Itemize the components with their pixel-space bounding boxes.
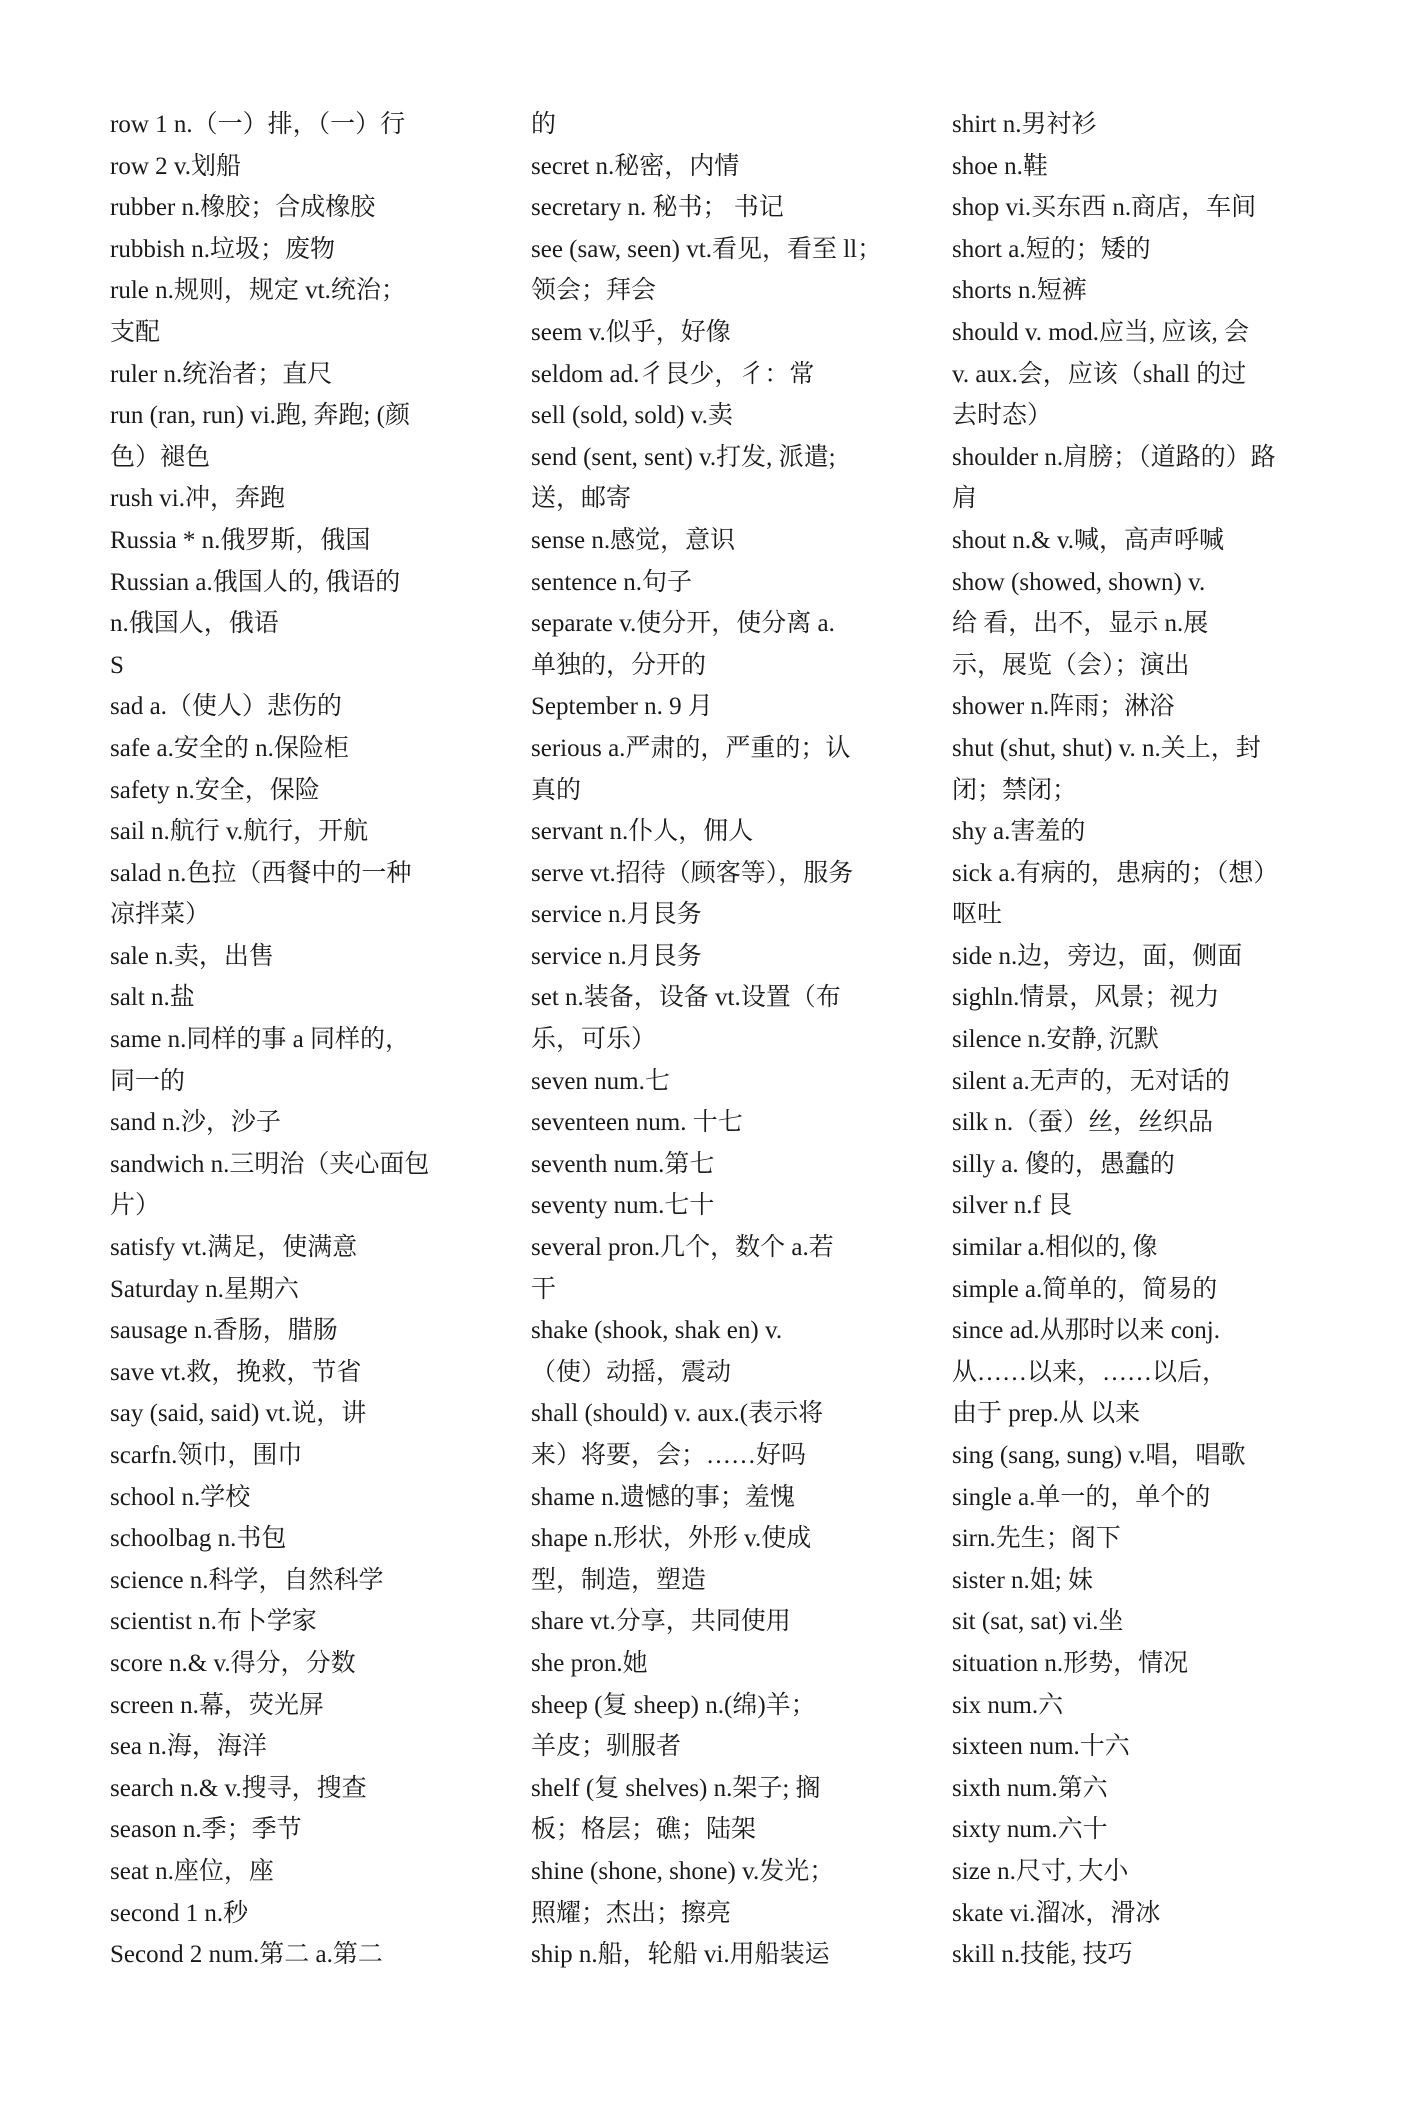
entry-line: row 2 v.划船: [110, 152, 242, 180]
entry-line: silent a.无声的，无对话的: [952, 1067, 1230, 1095]
entry-line: sell (sold, sold) v.卖: [531, 402, 733, 430]
entry-line: rubbish n.垃圾；废物: [110, 235, 336, 263]
entry-line: 去时态）: [952, 402, 1053, 430]
entry-line: 的: [531, 111, 557, 138]
entry-line: silence n.安静, 沉默: [952, 1026, 1159, 1054]
entry-line: n.俄国人，俄语: [110, 610, 279, 638]
entry-line: since ad.从那时以来 conj.: [952, 1317, 1221, 1345]
entry-line: short a.短的；矮的: [952, 235, 1151, 263]
entry-line: say (said, said) vt.说，讲: [110, 1400, 367, 1428]
entry-line: 照耀；杰出；擦亮: [531, 1899, 732, 1927]
entry-line: S: [110, 651, 124, 679]
entry-line: skill n.技能, 技巧: [952, 1941, 1133, 1969]
entry-line: show (showed, shown) v.: [952, 568, 1206, 596]
entry-line: shake (shook, shak en) v.: [531, 1317, 783, 1345]
entry-line: second 1 n.秒: [110, 1899, 249, 1927]
entry-line: 真的: [531, 776, 582, 804]
entry-line: similar a.相似的, 像: [952, 1234, 1158, 1262]
entry-line: single a.单一的，单个的: [952, 1483, 1211, 1511]
entry-line: sandwich n.三明治（夹心面包: [110, 1150, 430, 1178]
entry-line: shower n.阵雨；淋浴: [952, 693, 1175, 721]
entry-line: shape n.形状，外形 v.使成: [531, 1525, 812, 1553]
entry-line: 由于 prep.从 以来: [952, 1400, 1141, 1428]
entry-line: 来）将要，会；……好吗: [531, 1442, 807, 1469]
entry-line: seem v.似乎，好像: [531, 318, 731, 346]
entry-line: skate vi.溜冰，滑冰: [952, 1899, 1161, 1927]
entry-line: rubber n.橡胶；合成橡胶: [110, 194, 376, 222]
entry-line: sale n.卖，出售: [110, 942, 274, 970]
entry-line: score n.& v.得分，分数: [110, 1649, 356, 1677]
entry-line: situation n.形势，情况: [952, 1649, 1189, 1677]
entry-line: see (saw, seen) vt.看见，看至 ll；: [531, 235, 883, 263]
entry-line: same n.同样的事 a 同样的，: [110, 1026, 410, 1054]
entry-line: serious a.严肃的，严重的；认: [531, 734, 851, 762]
entry-line: run (ran, run) vi.跑, 奔跑; (颜: [110, 402, 410, 430]
entry-line: 凉拌菜）: [110, 901, 211, 929]
entry-line: should v. mod.应当, 应该, 会: [952, 318, 1249, 346]
entry-line: shame n.遗憾的事；羞愧: [531, 1483, 795, 1511]
entry-line: season n.季；季节: [110, 1816, 302, 1844]
entry-line: seven num.七: [531, 1067, 670, 1095]
entry-line: service n.月艮务: [531, 942, 702, 970]
entry-line: seventh num.第七: [531, 1150, 715, 1178]
entry-line: separate v.使分开，使分离 a.: [531, 610, 835, 638]
entry-line: satisfy vt.满足，使满意: [110, 1234, 358, 1262]
entry-line: seat n.座位，座: [110, 1857, 274, 1885]
entry-line: 板；格层；礁；陆架: [531, 1816, 757, 1844]
entry-line: Russia * n.俄罗斯，俄国: [110, 526, 371, 554]
entry-line: silly a. 傻的，愚蠢的: [952, 1150, 1175, 1178]
entry-line: send (sent, sent) v.打发, 派遣;: [531, 443, 836, 471]
column-3: [952, 104, 1327, 1976]
entry-line: scientist n.布卜学家: [110, 1608, 317, 1636]
entry-line: sand n.沙，沙子: [110, 1109, 281, 1137]
column-1: [110, 104, 480, 1976]
entry-line: secretary n. 秘书； 书记: [531, 194, 784, 222]
entry-line: shut (shut, shut) v. n.关上，封: [952, 734, 1261, 762]
entry-line: （使）动摇，震动: [531, 1358, 732, 1386]
entry-line: service n.月艮务: [531, 901, 702, 929]
entry-line: sail n.航行 v.航行，开航: [110, 818, 369, 846]
entry-line: 单独的，分开的: [531, 651, 707, 679]
entry-line: 同一的: [110, 1067, 186, 1095]
entry-line: 乐，可乐）: [531, 1026, 657, 1054]
entry-line: 给 看，出不，显示 n.展: [952, 610, 1209, 638]
entry-line: 从……以来，……以后，: [952, 1358, 1228, 1386]
entry-line: servant n.仆人，佣人: [531, 818, 754, 846]
entry-line: 干: [531, 1275, 557, 1303]
entry-line: shorts n.短裤: [952, 277, 1087, 305]
entry-line: she pron.她: [531, 1649, 648, 1677]
entry-line: share vt.分享，共同使用: [531, 1608, 791, 1636]
entry-line: seldom ad.彳艮少，彳：常: [531, 360, 815, 388]
entry-line: serve vt.招待（顾客等），服务: [531, 859, 854, 887]
entry-line: science n.科学，自然科学: [110, 1566, 384, 1594]
entry-line: sheep (复 sheep) n.(绵)羊；: [531, 1691, 816, 1719]
entry-line: shoulder n.肩膀；（道路的）路: [952, 443, 1276, 471]
entry-line: sense n.感觉，意识: [531, 526, 736, 554]
entry-line: sing (sang, sung) v.唱，唱歌: [952, 1442, 1246, 1469]
entry-line: September n. 9 月: [531, 693, 713, 721]
entry-line: safe a.安全的 n.保险柜: [110, 734, 349, 762]
entry-line: 肩: [952, 485, 978, 513]
entry-line: 支配: [110, 318, 161, 346]
entry-line: search n.& v.搜寻，搜查: [110, 1774, 367, 1802]
entry-line: Second 2 num.第二 a.第二: [110, 1941, 383, 1969]
entry-line: shirt n.男衬衫: [952, 111, 1097, 138]
entry-line: size n.尺寸, 大小: [952, 1857, 1129, 1885]
entry-line: 领会；拜会: [531, 277, 657, 305]
entry-line: Saturday n.星期六: [110, 1275, 299, 1303]
entry-line: 闭；禁闭；: [952, 776, 1078, 804]
entry-line: 示，展览（会）；演出: [952, 651, 1190, 679]
entry-line: simple a.简单的，简易的: [952, 1275, 1218, 1303]
entry-line: sirn.先生；阁下: [952, 1525, 1121, 1553]
entry-line: ruler n.统治者；直尺: [110, 360, 333, 388]
entry-line: silver n.f 艮: [952, 1192, 1073, 1220]
entry-line: sighln.情景，风景；视力: [952, 984, 1220, 1012]
entry-line: schoolbag n.书包: [110, 1525, 287, 1553]
entry-line: sixth num.第六: [952, 1774, 1108, 1802]
entry-line: side n.边，旁边，面，侧面: [952, 942, 1243, 970]
entry-line: 送，邮寄: [531, 485, 632, 513]
entry-line: shall (should) v. aux.(表示将: [531, 1400, 824, 1428]
entry-line: secret n.秘密，内情: [531, 152, 740, 180]
entry-line: v. aux.会，应该（shall 的过: [952, 360, 1247, 388]
entry-line: 羊皮；驯服者: [531, 1733, 682, 1761]
entry-line: salt n.盐: [110, 984, 195, 1012]
entry-line: sick a.有病的，患病的；（想）: [952, 859, 1279, 887]
entry-line: sausage n.香肠，腊肠: [110, 1317, 338, 1345]
entry-line: shelf (复 shelves) n.架子; 搁: [531, 1774, 821, 1802]
entry-line: shop vi.买东西 n.商店，车间: [952, 194, 1257, 222]
entry-line: shout n.& v.喊，高声呼喊: [952, 526, 1224, 554]
entry-line: sixty num.六十: [952, 1816, 1108, 1844]
entry-line: safety n.安全，保险: [110, 776, 320, 804]
entry-line: sea n.海，海洋: [110, 1733, 267, 1761]
entry-line: rule n.规则，规定 vt.统治；: [110, 277, 406, 305]
entry-line: several pron.几个，数个 a.若: [531, 1234, 834, 1262]
entry-line: silk n.（蚕）丝，丝织品: [952, 1109, 1214, 1137]
entry-line: shine (shone, shone) v.发光；: [531, 1857, 835, 1885]
entry-line: set n.装备，设备 vt.设置（布: [531, 984, 841, 1012]
entry-line: six num.六: [952, 1691, 1064, 1719]
entry-line: scarfn.领巾，围巾: [110, 1442, 303, 1469]
entry-line: sixteen num.十六: [952, 1733, 1130, 1761]
entry-line: sister n.姐; 妹: [952, 1566, 1093, 1594]
entry-line: screen n.幕，荧光屏: [110, 1691, 324, 1719]
entry-line: school n.学校: [110, 1483, 251, 1511]
entry-line: sad a.（使人）悲伤的: [110, 693, 342, 721]
entry-line: shoe n.鞋: [952, 152, 1048, 180]
entry-line: Russian a.俄国人的, 俄语的: [110, 568, 401, 596]
entry-line: sentence n.句子: [531, 568, 693, 596]
entry-line: seventy num.七十: [531, 1192, 715, 1220]
entry-line: rush vi.冲，奔跑: [110, 485, 286, 513]
entry-line: save vt.救，挽救，节省: [110, 1358, 362, 1386]
entry-line: 色）褪色: [110, 443, 211, 471]
entry-line: salad n.色拉（西餐中的一种: [110, 859, 412, 887]
entry-line: ship n.船，轮船 vi.用船装运: [531, 1941, 830, 1969]
entry-line: 片）: [110, 1192, 161, 1220]
entry-line: seventeen num. 十七: [531, 1109, 743, 1137]
entry-line: 呕吐: [952, 901, 1003, 929]
entry-line: sit (sat, sat) vi.坐: [952, 1608, 1124, 1636]
entry-line: shy a.害羞的: [952, 818, 1086, 846]
column-2: [531, 104, 901, 1976]
entry-line: row 1 n.（一）排，（一）行: [110, 111, 406, 138]
entry-line: 型，制造，塑造: [531, 1566, 707, 1594]
